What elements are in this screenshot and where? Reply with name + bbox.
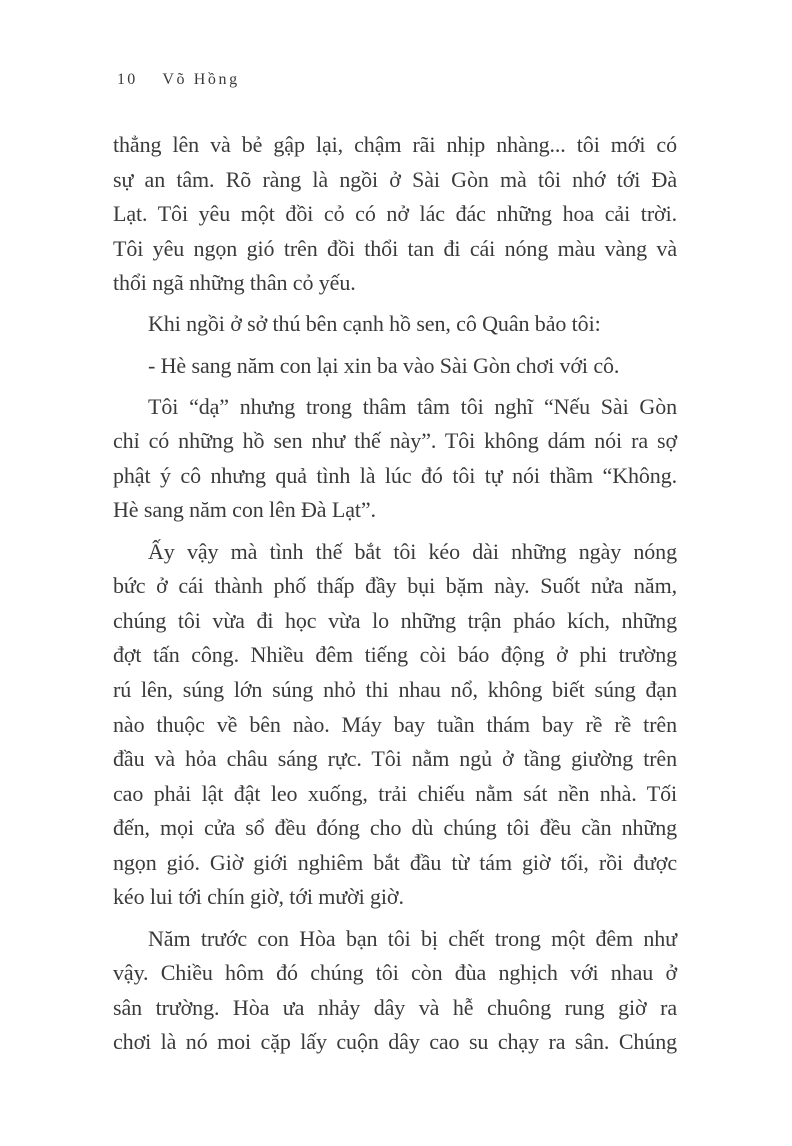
text-line: chỉ có những hồ sen như thế này”. Tôi không dám nói ra sợ [113,428,677,454]
author-name: Võ Hồng [162,71,240,88]
page-body [113,128,677,1060]
text-line: Khi ngồi ở sở thú bên cạnh hồ sen, cô Quân bảo tôi: [148,311,601,337]
text-line: đầu và hỏa châu sáng rực. Tôi nằm ngủ ở tầng giường trên [113,746,677,772]
text-line: sân trường. Hòa ưa nhảy dây và hễ chuông rung giờ ra [113,994,677,1020]
text-line: Ấy vậy mà tình thế bắt tôi kéo dài những ngày nóng [148,538,677,564]
paragraph [113,390,677,528]
page-header [117,70,240,90]
text-line: đến, mọi cửa sổ đều đóng cho dù chúng tôi đều cần những [113,815,677,841]
text-line: phật ý cô nhưng quả tình là lúc đó tôi tự nói thầm “Không. [113,462,677,488]
text-line: chơi là nó moi cặp lấy cuộn dây cao su chạy ra sân. Chúng [113,1029,677,1055]
text-line: Lạt. Tôi yêu một đồi cỏ có nở lác đác những hoa cải trời. [113,201,677,227]
text-line: Tôi “dạ” nhưng trong thâm tâm tôi nghĩ “Nếu Sài Gòn [148,393,677,419]
paragraph [113,128,677,301]
text-line: thổi ngã những thân cỏ yếu. [113,270,356,296]
paragraph [113,307,677,342]
text-line: chúng tôi vừa đi học vừa lo những trận pháo kích, những [113,607,677,633]
text-line: vậy. Chiều hôm đó chúng tôi còn đùa nghịch với nhau ở [113,960,677,986]
text-line: Hè sang năm con lên Đà Lạt”. [113,497,376,523]
text-line: thẳng lên và bẻ gập lại, chậm rãi nhịp nhàng... tôi mới có [113,132,677,157]
text-line: sự an tâm. Rõ ràng là ngồi ở Sài Gòn mà tôi nhớ tới Đà [113,166,677,192]
page-number: 10 [117,71,138,88]
paragraph [113,349,677,384]
paragraph [113,922,677,1060]
text-line: bức ở cái thành phố thấp đầy bụi bặm này. Suốt nửa năm, [113,573,677,599]
text-line: đợt tấn công. Nhiều đêm tiếng còi báo động ở phi trường [113,642,677,668]
text-line: rú lên, súng lớn súng nhỏ thi nhau nổ, không biết súng đạn [113,676,677,702]
text-line: cao phải lật đật leo xuống, trải chiếu nằm sát nền nhà. Tối [113,780,677,806]
text-line: ngọn gió. Giờ giới nghiêm bắt đầu từ tám giờ tối, rồi được [113,849,677,875]
text-line: - Hè sang năm con lại xin ba vào Sài Gòn chơi với cô. [148,352,620,378]
text-line: kéo lui tới chín giờ, tới mười giờ. [113,884,404,910]
paragraph [113,535,677,916]
text-line: Năm trước con Hòa bạn tôi bị chết trong một đêm như [148,925,677,951]
text-line: Tôi yêu ngọn gió trên đồi thổi tan đi cái nóng màu vàng và [113,235,677,261]
text-line: nào thuộc về bên nào. Máy bay tuần thám bay rề rề trên [113,711,677,737]
